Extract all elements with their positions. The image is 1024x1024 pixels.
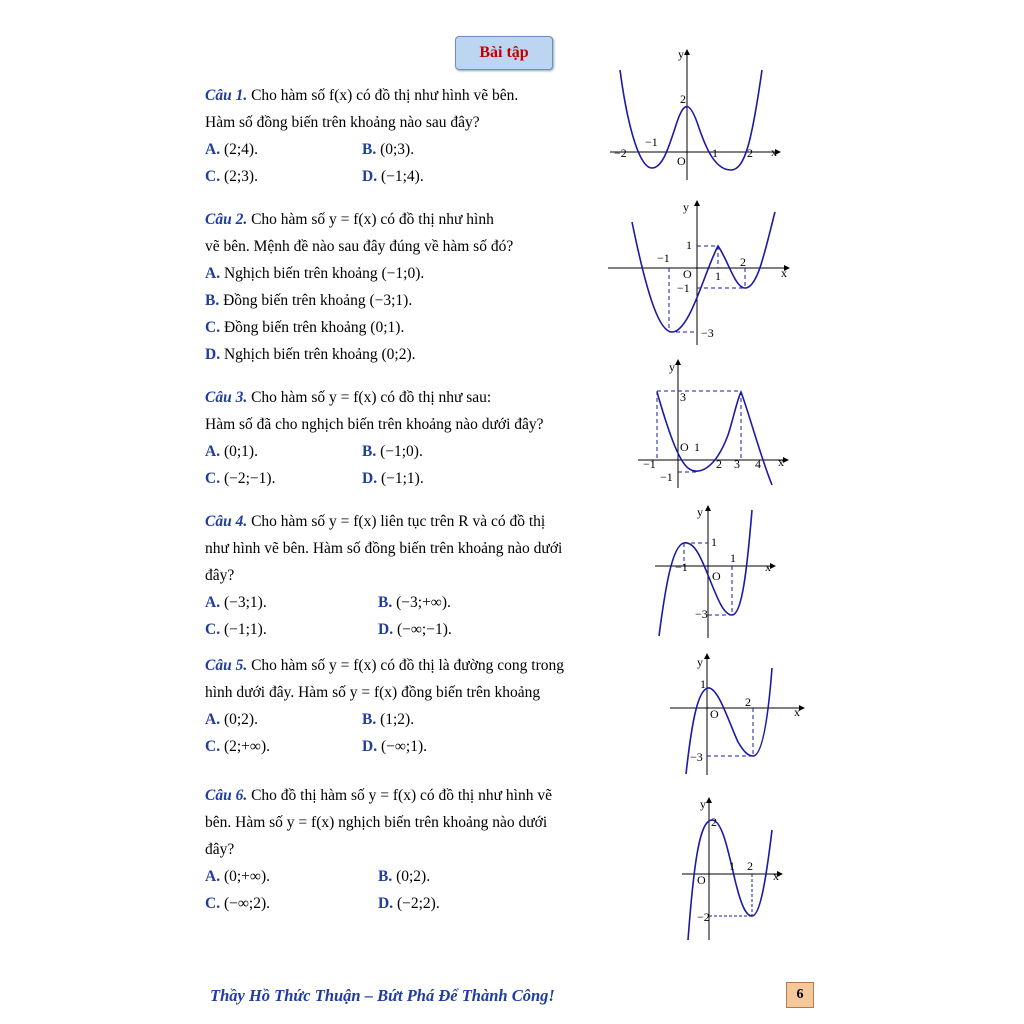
option-value: (−3;1). <box>223 594 267 611</box>
tick-label: 2 <box>740 255 746 269</box>
graph-1 <box>605 45 785 185</box>
axis-label-x: x <box>773 869 779 883</box>
question-text: Cho hàm số y = f(x) có đồ thị như sau: <box>251 389 492 406</box>
graph-6 <box>680 795 790 943</box>
tick-label: 1 <box>712 146 718 160</box>
option-key: A. <box>205 443 221 460</box>
question-5 <box>205 652 564 760</box>
option-key: D. <box>378 621 394 638</box>
graph-2 <box>605 198 795 348</box>
question-label: Câu 5. <box>205 657 248 674</box>
origin-label: O <box>697 873 706 887</box>
option-key: A. <box>205 711 221 728</box>
option-value: (−3;+∞). <box>396 594 451 611</box>
option-key: D. <box>205 346 221 363</box>
origin-label: O <box>680 440 689 454</box>
option-value: Đồng biến trên khoảng (0;1). <box>223 319 405 336</box>
question-label: Câu 4. <box>205 513 248 530</box>
footer-text: Thầy Hồ Thức Thuận – Bứt Phá Để Thành Công! <box>210 986 555 1005</box>
axis-label-y: y <box>697 505 703 519</box>
option-value: (2;3). <box>223 168 258 185</box>
tick-label: 1 <box>711 535 717 549</box>
option-key: A. <box>205 265 221 282</box>
origin-label: O <box>677 154 686 168</box>
question-label: Câu 3. <box>205 389 248 406</box>
tick-label: −1 <box>645 135 658 149</box>
option-key: C. <box>205 621 221 638</box>
tick-label: −1 <box>677 281 690 295</box>
question-text: hình dưới đây. Hàm số y = f(x) đồng biến trên khoảng <box>205 684 541 701</box>
option-key: B. <box>362 711 377 728</box>
tick-label: 1 <box>730 551 736 565</box>
option-value: (−2;−1). <box>223 470 276 487</box>
option-key: D. <box>362 738 378 755</box>
question-text: vẽ bên. Mệnh đề nào sau đây đúng về hàm số đó? <box>205 238 514 255</box>
option-key: A. <box>205 141 221 158</box>
tick-label: 2 <box>747 146 753 160</box>
origin-label: O <box>683 267 692 281</box>
axis-label-x: x <box>794 705 800 719</box>
option-key: B. <box>378 594 393 611</box>
axis-label-y: y <box>678 47 684 61</box>
tick-label: 2 <box>716 457 722 471</box>
option-value: Đồng biến trên khoảng (−3;1). <box>223 292 413 309</box>
tick-label: −1 <box>657 251 670 265</box>
option-key: B. <box>362 443 377 460</box>
question-text: đây? <box>205 841 235 858</box>
question-text: Cho hàm số y = f(x) có đồ thị như hình <box>251 211 494 228</box>
tick-label: −2 <box>697 910 710 924</box>
axis-label-x: x <box>771 145 777 159</box>
origin-label: O <box>712 569 721 583</box>
option-value: (2;+∞). <box>223 738 270 755</box>
tick-label: −2 <box>614 146 627 160</box>
axis-label-y: y <box>683 200 689 214</box>
question-6 <box>205 782 552 917</box>
axis-label-x: x <box>778 455 784 469</box>
page-number: 6 <box>786 982 814 1008</box>
option-value: (−1;1). <box>223 621 267 638</box>
tick-label: 4 <box>755 457 761 471</box>
option-value: (−∞;−1). <box>396 621 452 638</box>
option-key: B. <box>378 868 393 885</box>
tick-label: 1 <box>715 269 721 283</box>
axis-label-y: y <box>697 655 703 669</box>
tick-label: 2 <box>745 695 751 709</box>
option-key: A. <box>205 868 221 885</box>
option-value: (0;1). <box>223 443 258 460</box>
option-key: C. <box>205 895 221 912</box>
option-key: C. <box>205 168 221 185</box>
question-text: bên. Hàm số y = f(x) nghịch biến trên khoảng nào dưới <box>205 814 548 831</box>
question-3 <box>205 384 544 492</box>
option-value: (0;2). <box>223 711 258 728</box>
option-value: (−∞;2). <box>223 895 270 912</box>
question-label: Câu 6. <box>205 787 248 804</box>
origin-label: O <box>710 707 719 721</box>
option-key: D. <box>362 168 378 185</box>
option-key: B. <box>362 141 377 158</box>
question-text: Hàm số đã cho nghịch biến trên khoảng nào dưới đây? <box>205 416 544 433</box>
option-key: D. <box>378 895 394 912</box>
graph-5 <box>668 652 808 778</box>
option-value: (0;3). <box>380 141 415 158</box>
option-value: (0;+∞). <box>223 868 270 885</box>
tick-label: 2 <box>711 815 717 829</box>
option-value: (1;2). <box>380 711 415 728</box>
option-key: D. <box>362 470 378 487</box>
question-text: như hình vẽ bên. Hàm số đồng biến trên khoảng nào dưới <box>205 540 563 557</box>
question-1 <box>205 82 518 190</box>
option-value: (−1;4). <box>380 168 424 185</box>
tick-label: 1 <box>700 677 706 691</box>
question-label: Câu 1. <box>205 87 248 104</box>
tick-label: 1 <box>729 859 735 873</box>
question-text: Cho hàm số y = f(x) liên tục trên R và có đồ thị <box>251 513 546 530</box>
option-value: Nghịch biến trên khoảng (0;2). <box>223 346 416 363</box>
question-text: Hàm số đồng biến trên khoảng nào sau đây? <box>205 114 480 131</box>
tick-label: 3 <box>680 390 686 404</box>
option-key: B. <box>205 292 220 309</box>
tick-label: 1 <box>686 238 692 252</box>
graph-4 <box>652 505 782 641</box>
question-label: Câu 2. <box>205 211 248 228</box>
graph-3 <box>635 358 795 490</box>
option-value: (−2;2). <box>396 895 440 912</box>
option-value: (0;2). <box>396 868 431 885</box>
axis-label-y: y <box>700 797 706 811</box>
option-value: Nghịch biến trên khoảng (−1;0). <box>223 265 425 282</box>
tick-label: 3 <box>734 457 740 471</box>
option-value: (2;4). <box>223 141 258 158</box>
axis-label-y: y <box>669 360 675 374</box>
tick-label: −1 <box>660 470 673 484</box>
option-key: C. <box>205 470 221 487</box>
question-text: Cho đồ thị hàm số y = f(x) có đồ thị như hình vẽ <box>251 787 552 804</box>
option-key: C. <box>205 319 221 336</box>
axis-label-x: x <box>765 560 771 574</box>
tick-label: −3 <box>695 607 708 621</box>
option-value: (−1;1). <box>380 470 424 487</box>
axis-label-x: x <box>781 266 787 280</box>
option-value: (−1;0). <box>380 443 423 460</box>
tick-label: −3 <box>690 750 703 764</box>
question-2 <box>205 206 513 368</box>
question-text: đây? <box>205 567 235 584</box>
tick-label: 1 <box>694 440 700 454</box>
tick-label: −3 <box>701 326 714 340</box>
option-key: C. <box>205 738 221 755</box>
section-title: Bài tập <box>455 36 553 70</box>
tick-label: 2 <box>680 92 686 106</box>
option-value: (−∞;1). <box>380 738 427 755</box>
tick-label: −1 <box>675 560 688 574</box>
tick-label: 2 <box>747 859 753 873</box>
question-text: Cho hàm số f(x) có đồ thị như hình vẽ bên. <box>251 87 519 104</box>
option-key: A. <box>205 594 221 611</box>
question-text: Cho hàm số y = f(x) có đồ thị là đường cong trong <box>251 657 564 674</box>
question-4 <box>205 508 562 643</box>
tick-label: −1 <box>643 457 656 471</box>
